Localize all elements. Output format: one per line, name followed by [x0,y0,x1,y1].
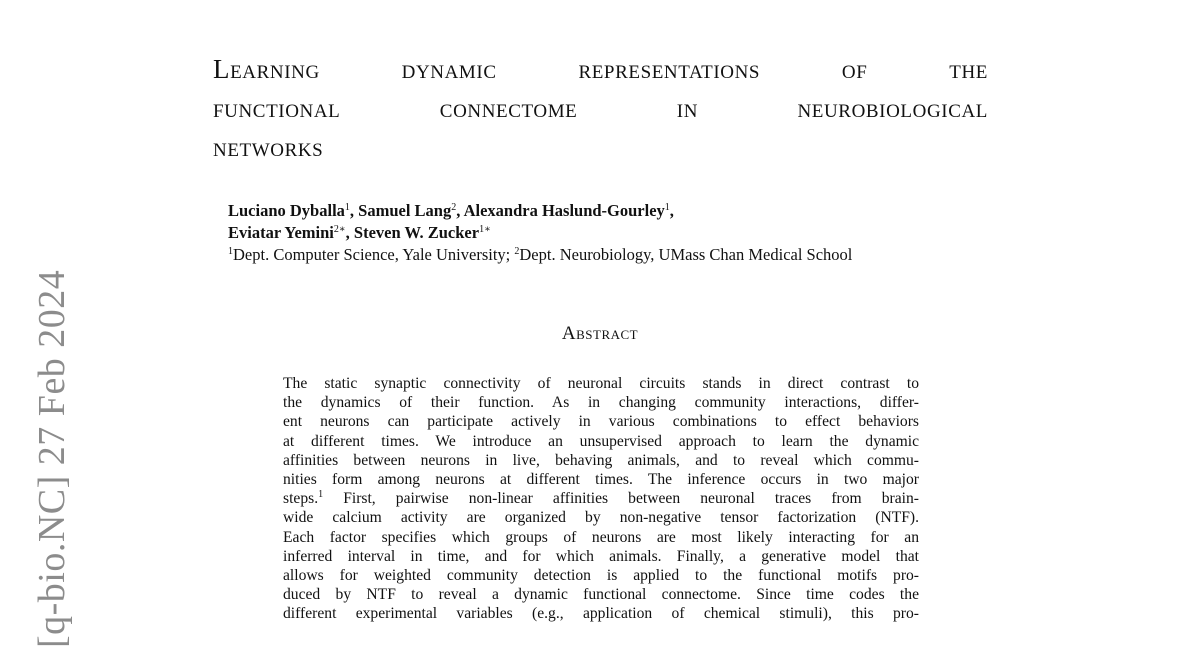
affiliations [228,244,852,266]
affiliation-mark: 2∗ [333,224,346,235]
author-name: Luciano Dyballa [228,201,345,220]
abstract-line: affinities between neurons in live, behaving animals, and to reveal which commu- [283,451,919,469]
abstract-line: wide calcium activity are organized by non-negative tensor factorization (NTF). [283,509,919,527]
affiliation-text: Dept. Neurobiology, UMass Chan Medical School [519,245,853,264]
affiliation-mark: 1 [664,202,670,213]
author-separator: , [456,201,464,220]
abstract-line [283,489,919,508]
title-line: networks [213,132,324,162]
abstract-line: nities form among neurons at different times. The inference occurs in two major [283,471,919,489]
author-name: Steven W. Zucker [353,223,480,242]
affiliation-mark: 2 [514,246,520,257]
affiliation-text: Dept. Computer Science, Yale University; [233,245,515,264]
author-line [228,222,852,244]
title-line: functional connectome in neurobiological [213,93,988,123]
author-name: Samuel Lang [358,201,452,220]
arxiv-identifier: [q-bio.NC] 27 Feb 2024 [31,269,73,648]
abstract-line: duced by NTF to reveal a dynamic functional connectome. Since time codes the [283,586,919,604]
abstract-line: Each factor specifies which groups of neurons are most likely interacting for an [283,528,919,546]
author-separator: , [345,223,354,242]
abstract-line: at different times. We introduce an unsupervised approach to learn the dynamic [283,432,919,450]
abstract-line: allows for weighted community detection is applied to the functional motifs pro- [283,567,919,585]
author-separator: , [669,201,674,220]
affiliation-mark: 1 [344,202,350,213]
author-block [228,200,852,266]
abstract-line: ent neurons can participate actively in various combinations to effect behaviors [283,413,919,431]
abstract-body [283,374,919,624]
author-name: Eviatar Yemini [228,223,334,242]
affiliation-mark: 2 [451,202,457,213]
abstract-line: the dynamics of their function. As in changing community interactions, differ- [283,394,919,412]
author-name: Alexandra Haslund-Gourley [463,201,665,220]
affiliation-mark: 1 [228,246,233,257]
abstract-heading: Abstract [561,323,639,344]
affiliation-mark: 1∗ [479,224,491,235]
author-separator: , [349,201,359,220]
abstract-line: inferred interval in time, and for which animals. Finally, a generative model that [283,547,919,565]
abstract-line: The static synaptic connectivity of neuronal circuits stands in direct contrast to [283,375,919,392]
abstract-text: First, pairwise non-linear affinities between neuronal traces from brain- [323,490,919,508]
abstract-line: different experimental variables (e.g., application of chemical stimuli), this pro- [283,605,919,623]
paper-title [213,50,988,167]
abstract-text: steps. [283,490,319,508]
title-line: Learning dynamic representations of the [213,54,988,84]
footnote-mark: 1 [318,489,324,501]
author-line [228,200,852,222]
